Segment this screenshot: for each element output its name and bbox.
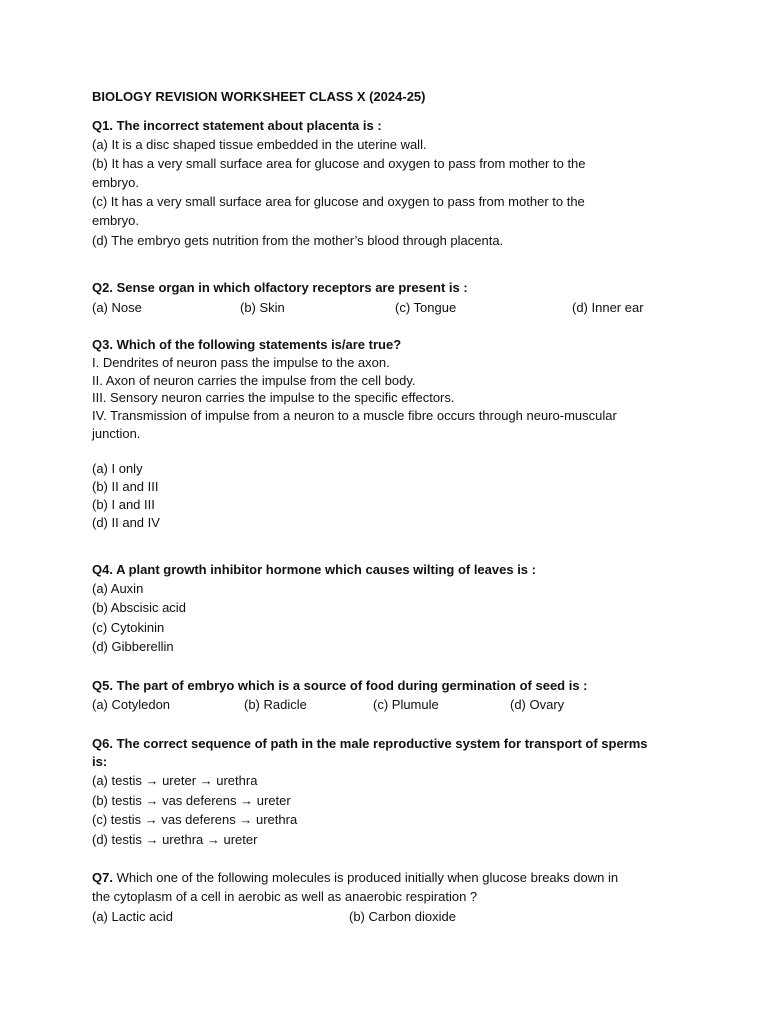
q3-statement-4-line2: junction. xyxy=(92,426,141,441)
q4-option-b: (b) Abscisic acid xyxy=(92,600,186,615)
q1-question: Q1. The incorrect statement about placenta is : xyxy=(92,118,382,133)
q5-option-d: (d) Ovary xyxy=(510,697,565,712)
q7-question-line1 xyxy=(92,870,618,886)
q6-option-b: (b) testis → vas deferens → ureter xyxy=(92,793,291,808)
q3-option-a: (a) I only xyxy=(92,461,143,476)
q6-question-line2: is: xyxy=(92,754,108,769)
q5-option-a: (a) Cotyledon xyxy=(92,697,171,712)
q2-option-a: (a) Nose xyxy=(92,300,142,315)
q7-question-line2: the cytoplasm of a cell in aerobic as well as anaerobic respiration ? xyxy=(92,889,478,904)
q4-option-a: (a) Auxin xyxy=(92,581,144,596)
q3-option-c: (b) I and III xyxy=(92,497,155,512)
q2-option-d: (d) Inner ear xyxy=(572,300,644,315)
q7-option-a: (a) Lactic acid xyxy=(92,909,173,924)
q7-question-text: Which one of the following molecules is produced initially when glucose breaks down in xyxy=(112,870,619,885)
q3-statement-3: III. Sensory neuron carries the impulse to the specific effectors. xyxy=(92,390,455,405)
q2-option-c: (c) Tongue xyxy=(395,300,457,315)
q6-option-d: (d) testis → urethra → ureter xyxy=(92,832,258,847)
q6-option-a: (a) testis → ureter → urethra xyxy=(92,773,258,788)
q1-option-d: (d) The embryo gets nutrition from the mother’s blood through placenta. xyxy=(92,233,504,248)
q1-option-a: (a) It is a disc shaped tissue embedded in the uterine wall. xyxy=(92,137,427,152)
q5-option-c: (c) Plumule xyxy=(373,697,439,712)
q1-option-b-line2: embryo. xyxy=(92,175,139,190)
q3-statement-4-line1: IV. Transmission of impulse from a neuron to a muscle fibre occurs through neuro-muscular xyxy=(92,408,617,423)
q3-option-d: (d) II and IV xyxy=(92,515,160,530)
q3-option-b: (b) II and III xyxy=(92,479,159,494)
q3-statement-2: II. Axon of neuron carries the impulse from the cell body. xyxy=(92,373,416,388)
q4-question: Q4. A plant growth inhibitor hormone which causes wilting of leaves is : xyxy=(92,562,536,577)
q3-question: Q3. Which of the following statements is/are true? xyxy=(92,337,402,352)
q1-option-c-line1: (c) It has a very small surface area for glucose and oxygen to pass from mother to the xyxy=(92,194,585,209)
q1-option-b-line1: (b) It has a very small surface area for glucose and oxygen to pass from mother to the xyxy=(92,156,586,171)
q7-option-b: (b) Carbon dioxide xyxy=(349,909,456,924)
q5-option-b: (b) Radicle xyxy=(244,697,307,712)
q4-option-d: (d) Gibberellin xyxy=(92,639,174,654)
q2-option-b: (b) Skin xyxy=(240,300,285,315)
q2-question: Q2. Sense organ in which olfactory receptors are present is : xyxy=(92,280,468,295)
q5-question: Q5. The part of embryo which is a source of food during germination of seed is : xyxy=(92,678,588,693)
q6-option-c: (c) testis → vas deferens → urethra xyxy=(92,812,298,827)
q1-option-c-line2: embryo. xyxy=(92,213,139,228)
q4-option-c: (c) Cytokinin xyxy=(92,620,165,635)
q7-label: Q7. xyxy=(92,870,113,885)
q6-question-line1: Q6. The correct sequence of path in the male reproductive system for transport of sperms xyxy=(92,736,648,751)
worksheet-title: BIOLOGY REVISION WORKSHEET CLASS X (2024-25) xyxy=(92,89,426,104)
q3-statement-1: I. Dendrites of neuron pass the impulse to the axon. xyxy=(92,355,390,370)
